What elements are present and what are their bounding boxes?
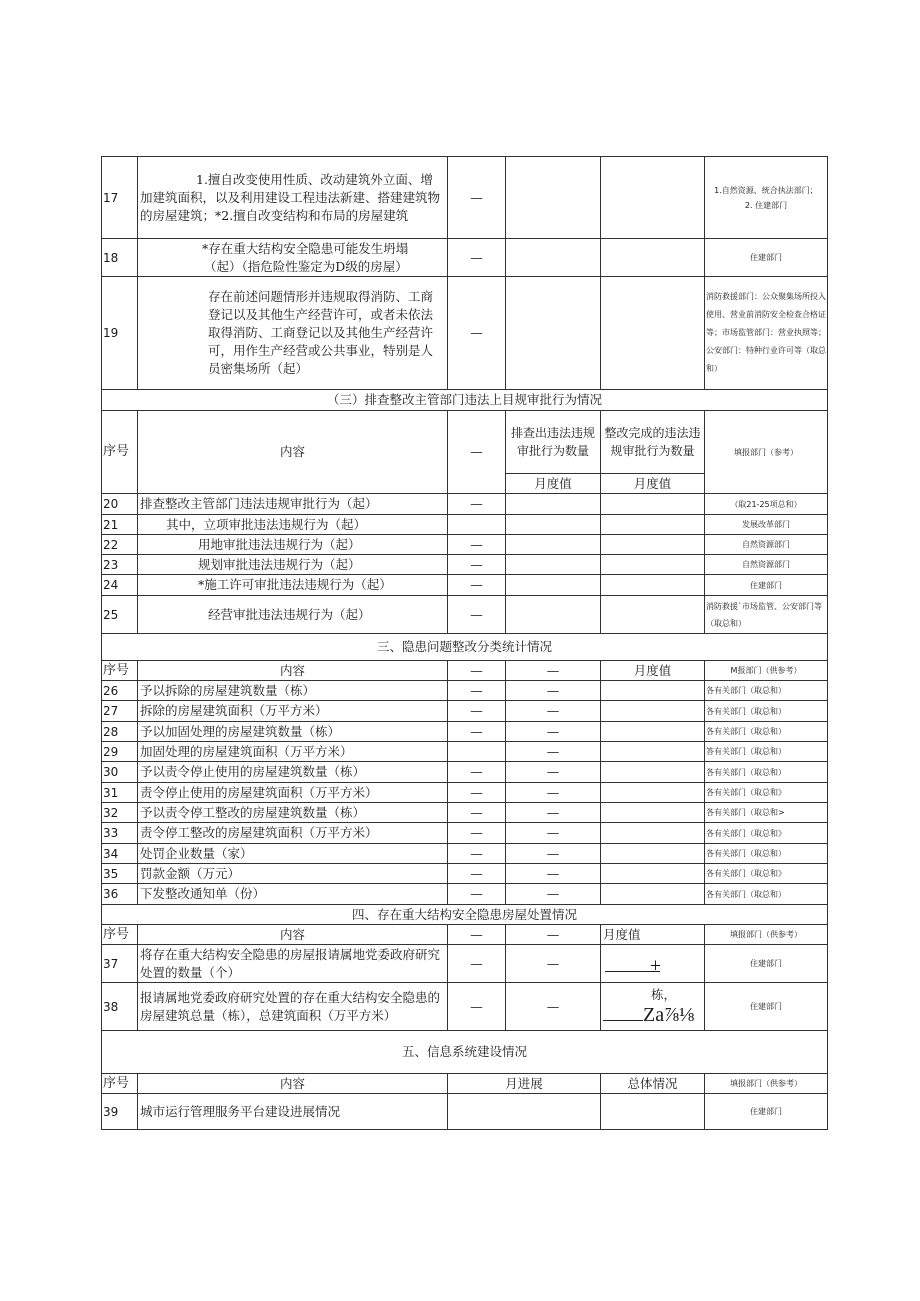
dept-cell: 各有关部门（取总和） (705, 722, 828, 742)
table-row (102, 884, 828, 905)
progress-cell[interactable] (448, 1094, 601, 1130)
header-dash: — (448, 661, 506, 681)
report-sheet (101, 156, 827, 1130)
row-content: 责令停止使用的房屋建筑面积（万平方米） (138, 783, 448, 803)
dept-cell: （取21-25项总和） (705, 494, 828, 515)
value-cell[interactable] (601, 983, 705, 1031)
row-content: 城市运行管理服务平台建设进展情况 (138, 1094, 448, 1130)
value-cell[interactable] (601, 555, 705, 575)
dash-cell: — (448, 762, 506, 783)
row-content: 经营审批违法违规行为（起） (138, 596, 448, 634)
table-row (102, 515, 828, 535)
report-table (101, 156, 828, 1130)
row-number: 21 (102, 515, 138, 535)
header-no: 序号 (102, 925, 138, 945)
dash-cell: — (448, 157, 506, 239)
header-month: 月度值 (506, 474, 601, 494)
header-row (102, 411, 828, 474)
header-col4: 整改完成的违法违规审批行为数量 (601, 411, 705, 474)
table-row (102, 681, 828, 701)
value-cell[interactable] (506, 239, 601, 277)
row-number: 31 (102, 783, 138, 803)
value-cell[interactable] (601, 823, 705, 844)
row-content: 1.擅自改变使用性质、改动建筑外立面、增加建筑面积，以及利用建设工程违法新建、搭建建筑物的房屋建筑；*2.擅自改变结构和布局的房屋建筑 (138, 157, 448, 239)
table-row (102, 575, 828, 596)
row-number: 32 (102, 803, 138, 823)
value-cell[interactable] (506, 575, 601, 596)
header-dash: — (448, 411, 506, 494)
table-row (102, 983, 828, 1031)
value-mark: ± (650, 954, 661, 977)
table-row (102, 844, 828, 864)
dash-cell: — (448, 983, 506, 1031)
value-cell[interactable] (601, 884, 705, 905)
header-no: 序号 (102, 411, 138, 494)
dept-cell: 各有关部门（取总和） (705, 681, 828, 701)
header-dash: — (448, 925, 506, 945)
row-number: 20 (102, 494, 138, 515)
header-content: 内容 (138, 661, 448, 681)
value-cell[interactable] (506, 494, 601, 515)
table-row (102, 157, 828, 239)
header-col3: 排查出违法违规审批行为数量 (506, 411, 601, 474)
header-overall: 总体情况 (601, 1074, 705, 1094)
dept-cell: 发展改革部门 (705, 515, 828, 535)
dash-cell: — (448, 277, 506, 390)
dept-cell: 住建部门 (705, 1094, 828, 1130)
header-content: 内容 (138, 925, 448, 945)
dash-cell: — (506, 803, 601, 823)
row-content: 下发整改通知单（份） (138, 884, 448, 905)
dash-cell: — (448, 783, 506, 803)
dept-cell: 各有关部门（取总和） (705, 762, 828, 783)
dept-cell: 住建部门 (705, 239, 828, 277)
table-row (102, 535, 828, 555)
dash-cell: — (506, 681, 601, 701)
row-content: 拆除的房屋建筑面积（万平方米） (138, 701, 448, 722)
row-content: 责令停工整改的房屋建筑面积（万平方米） (138, 823, 448, 844)
dash-cell: — (448, 575, 506, 596)
section-title: 三、隐患问题整改分类统计情况 (102, 634, 828, 661)
table-row (102, 239, 828, 277)
dash-cell: — (506, 844, 601, 864)
dept-cell: 各有关部门（取总和》 (705, 823, 828, 844)
dash-cell: — (448, 844, 506, 864)
dept-cell (705, 157, 828, 239)
content-line: （起）（指危险性鉴定为D级的房屋） (204, 258, 408, 274)
row-number: 34 (102, 844, 138, 864)
row-number: 22 (102, 535, 138, 555)
table-row (102, 277, 828, 390)
value-cell[interactable] (601, 803, 705, 823)
row-number: 25 (102, 596, 138, 634)
dash-cell: — (448, 555, 506, 575)
table-row (102, 783, 828, 803)
dept-line: 1.自然资源、统合执法部门； (714, 185, 818, 195)
dash-cell (448, 742, 506, 762)
section-title: （三）排查整改主管部门违法上目规审批行为情况 (102, 390, 828, 411)
dept-cell: 答有关部门（取总和） (705, 742, 828, 762)
row-content: 用地审批违法违规行为（起） (138, 535, 448, 555)
dash-cell: — (448, 722, 506, 742)
header-dash: — (506, 661, 601, 681)
section-title: 四、存在重大结构安全隐患房屋处置情况 (102, 905, 828, 925)
row-number: 23 (102, 555, 138, 575)
header-dept: 填报部门（供参考） (705, 925, 828, 945)
content-line: *存在重大结构安全隐患可能发生坍塌 (202, 240, 409, 256)
row-number: 33 (102, 823, 138, 844)
dash-cell: — (448, 239, 506, 277)
table-row (102, 1094, 828, 1130)
row-number: 28 (102, 722, 138, 742)
table-row (102, 722, 828, 742)
row-content: 加固处理的房屋建筑面积（万平方米） (138, 742, 448, 762)
dash-cell: — (506, 983, 601, 1031)
row-number: 36 (102, 884, 138, 905)
value-cell[interactable] (506, 157, 601, 239)
header-row (102, 661, 828, 681)
value-cell[interactable] (601, 742, 705, 762)
table-row (102, 555, 828, 575)
header-content: 内容 (138, 1074, 448, 1094)
row-content: 排查整改主管部门违法违规审批行为（起） (138, 494, 448, 515)
value-cell[interactable] (506, 555, 601, 575)
dept-cell: 各有关部门（取总和》 (705, 783, 828, 803)
header-dash: — (506, 925, 601, 945)
row-content: 罚款金额（万元） (138, 864, 448, 884)
overall-cell[interactable] (601, 1094, 705, 1130)
table-row (102, 742, 828, 762)
row-content: 予以责令停工整改的房屋建筑数量（栋） (138, 803, 448, 823)
dash-cell: — (448, 945, 506, 983)
table-row (102, 803, 828, 823)
row-content: 处罚企业数量（家） (138, 844, 448, 864)
row-number: 18 (102, 239, 138, 277)
dash-cell: — (448, 596, 506, 634)
header-month: 月度值 (601, 474, 705, 494)
row-content: *施工许可审批违法违规行为（起） (138, 575, 448, 596)
section-title: 五、信息系统建设情况 (102, 1031, 828, 1074)
value-cell[interactable] (601, 494, 705, 515)
row-number: 17 (102, 157, 138, 239)
row-number: 24 (102, 575, 138, 596)
table-row (102, 596, 828, 634)
value-cell[interactable] (601, 277, 705, 390)
header-content: 内容 (138, 411, 448, 494)
row-content: 规划审批违法违规行为（起） (138, 555, 448, 575)
row-number: 30 (102, 762, 138, 783)
row-content: 予以加固处理的房屋建筑数量（栋） (138, 722, 448, 742)
table-row (102, 494, 828, 515)
fill-line (605, 951, 651, 972)
row-number: 37 (102, 945, 138, 983)
dept-cell: 消防救援部门：公众聚集场所投入使用、营业前消防安全检查合格证等；市场监管部门：营业执照等；公安部门：特种行业许可等（取总和） (705, 277, 828, 390)
dash-cell: — (448, 864, 506, 884)
row-number: 19 (102, 277, 138, 390)
dash-cell: — (448, 681, 506, 701)
dept-cell: 各有关部门（取总和） (705, 884, 828, 905)
value-cell[interactable] (601, 596, 705, 634)
dept-cell: 住建部门 (705, 983, 828, 1031)
dept-cell: 住建部门 (705, 945, 828, 983)
header-progress: 月进展 (448, 1074, 601, 1094)
dash-cell (448, 515, 506, 535)
row-content: 其中，立项审批违法违规行为（起） (138, 515, 448, 535)
row-number: 27 (102, 701, 138, 722)
header-dept: 填报部门（参考） (705, 411, 828, 494)
value-cell[interactable] (601, 762, 705, 783)
row-content: 将存在重大结构安全隐患的房屋报请属地党委政府研究处置的数量（个） (138, 945, 448, 983)
header-month: 月度值 (601, 925, 705, 945)
dept-cell: 各有关部门（取总和） (705, 701, 828, 722)
value-cell[interactable] (601, 575, 705, 596)
row-content: 予以责令停止使用的房屋建筑数量（栋） (138, 762, 448, 783)
dash-cell: — (448, 494, 506, 515)
dept-cell: 各有关部门（取总和> (705, 803, 828, 823)
fill-line (603, 1002, 643, 1021)
header-row (102, 1074, 828, 1094)
section-title-row (102, 1031, 828, 1074)
value-unit: 栋， (651, 986, 677, 1002)
section-title-row (102, 905, 828, 925)
section-title-row (102, 634, 828, 661)
value-mark: Za⅞⅛ (643, 1003, 695, 1026)
dash-cell: — (506, 884, 601, 905)
dash-cell: — (448, 884, 506, 905)
header-dept: M报部门（供参考） (705, 661, 828, 681)
row-number: 29 (102, 742, 138, 762)
value-cell[interactable] (601, 515, 705, 535)
table-row (102, 945, 828, 983)
row-number: 39 (102, 1094, 138, 1130)
row-number: 35 (102, 864, 138, 884)
value-cell[interactable] (506, 596, 601, 634)
table-row (102, 762, 828, 783)
header-dept: 填报部门（供参考） (705, 1074, 828, 1094)
dash-cell: — (506, 742, 601, 762)
dash-cell: — (448, 701, 506, 722)
dash-cell: — (506, 864, 601, 884)
dash-cell: — (506, 701, 601, 722)
dept-cell: 自然资源部门 (705, 535, 828, 555)
row-content: 存在前述问题情形并违规取得消防、工商登记以及其他生产经营许可，或者未依法取得消防、工商登记以及其他生产经营许可，用作生产经营或公共事业，特别是人员密集场所（起） (138, 277, 448, 390)
dash-cell: — (448, 823, 506, 844)
header-no: 序号 (102, 1074, 138, 1094)
header-no: 序号 (102, 661, 138, 681)
value-cell[interactable] (601, 864, 705, 884)
dept-cell: 消防救援`市场监管、公安部门等（取总和） (705, 596, 828, 634)
table-row (102, 864, 828, 884)
value-cell[interactable] (601, 783, 705, 803)
row-number: 38 (102, 983, 138, 1031)
dash-cell: — (448, 803, 506, 823)
row-content: 予以拆除的房屋建筑数量（栋） (138, 681, 448, 701)
row-number: 26 (102, 681, 138, 701)
value-cell[interactable] (601, 157, 705, 239)
row-content (138, 239, 448, 277)
dash-cell: — (448, 535, 506, 555)
dept-line: 2. 住建部门 (744, 200, 788, 210)
value-cell[interactable] (601, 239, 705, 277)
value-cell[interactable] (506, 515, 601, 535)
dept-cell: 各有关部门（取总和》 (705, 864, 828, 884)
dash-cell: — (506, 945, 601, 983)
dept-cell: 各有关部门（取总和） (705, 844, 828, 864)
value-cell[interactable] (601, 844, 705, 864)
dash-cell: — (506, 722, 601, 742)
dash-cell: — (506, 823, 601, 844)
header-row (102, 925, 828, 945)
dept-cell: 自然资源部门 (705, 555, 828, 575)
row-content: 报请属地党委政府研究处置的存在重大结构安全隐患的房屋建筑总量（栋），总建筑面积（万平方米） (138, 983, 448, 1031)
dash-cell: — (506, 762, 601, 783)
header-month: 月度值 (601, 661, 705, 681)
value-cell[interactable] (601, 701, 705, 722)
table-row (102, 823, 828, 844)
value-cell[interactable] (601, 681, 705, 701)
value-cell[interactable] (601, 945, 705, 983)
value-cell[interactable] (506, 535, 601, 555)
table-row (102, 701, 828, 722)
value-cell[interactable] (601, 535, 705, 555)
section-title-row (102, 390, 828, 411)
dept-cell: 住建部门 (705, 575, 828, 596)
value-cell[interactable] (506, 277, 601, 390)
dash-cell: — (506, 783, 601, 803)
value-cell[interactable] (601, 722, 705, 742)
